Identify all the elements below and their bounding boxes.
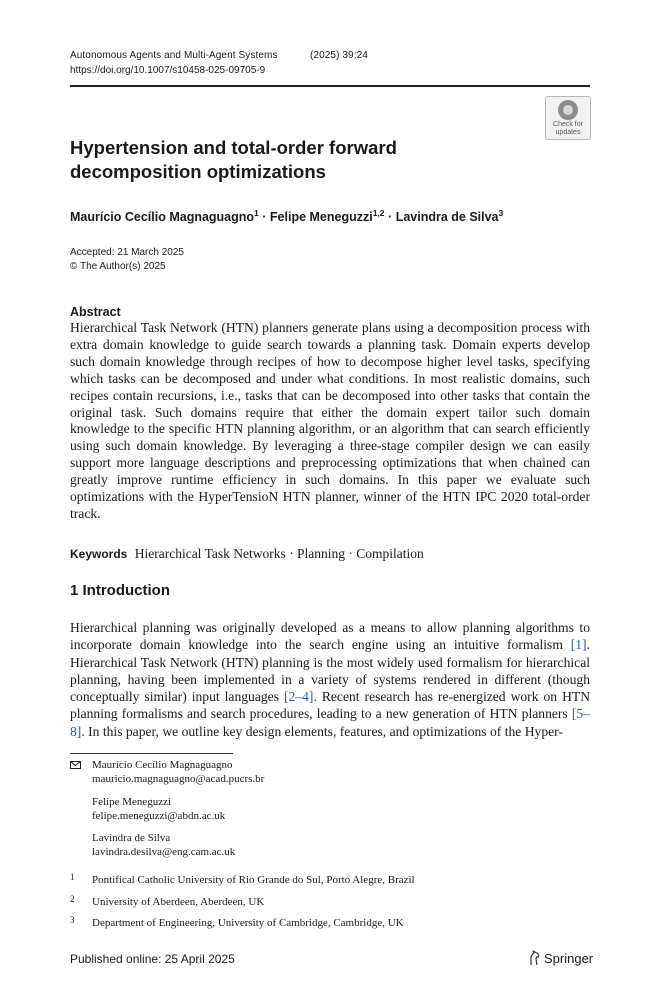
contact-email[interactable]: mauricio.magnaguagno@acad.pucrs.br — [92, 773, 265, 785]
affiliation-text: Department of Engineering, University of Cambridge, Cambridge, UK — [92, 917, 404, 929]
intro-text: . Recent research has re-energized work on HTN planning formalisms and search procedures, leading to a new generation of HTN planners — [70, 689, 591, 722]
affiliation-text: University of Aberdeen, Aberdeen, UK — [92, 896, 265, 908]
publisher-name: Springer — [544, 951, 594, 966]
footnote-divider — [70, 753, 233, 754]
affiliation-text: Pontifical Catholic University of Rio Grande do Sul, Porto Alegre, Brazil — [92, 874, 415, 886]
contact-email[interactable]: felipe.meneguzzi@abdn.ac.uk — [92, 810, 226, 822]
badge-line-2: updates — [555, 129, 581, 136]
update-seal-icon — [558, 100, 578, 120]
keywords-list: Hierarchical Task Networks · Planning · Compilation — [134, 546, 424, 561]
paper-title: Hypertension and total-order forward decomposition optimizations — [70, 137, 397, 182]
author-name: Lavindra de Silva — [395, 210, 499, 224]
contact-name: Maurício Cecílio Magnaguagno — [92, 759, 233, 771]
published-online: Published online: 25 April 2025 — [70, 952, 235, 966]
author-list — [70, 204, 503, 226]
abstract-body: Hierarchical Task Network (HTN) planners generate plans using a decomposition process with extra domain knowledge to guide search towards a planning task. Domain experts develop such domain knowledge through recipes of how to decompose higher level tasks, specifying which tasks can be decomposed and under what conditions. In most realistic domains, such recipes contain recursions, i.e., tasks that can be decomposed into other tasks that contain the original task. Such domains require that either the domain expert tailor such domain knowledge to the specific HTN planning algorithm, or an algorithm that can search efficiently using such domain knowledge. By leveraging a three-stage compiler design we can easily support more language descriptions and preprocessing optimizations that when chained can greatly improve runtime efficiency in such domains. In this paper we evaluate such optimizations with the HyperTensioN HTN planner, winner of the HTN IPC 2020 total-order track. — [70, 320, 590, 521]
intro-text: . In this paper, we outline key design elements, features, and optimizations of the Hyper- — [81, 723, 563, 739]
journal-name: Autonomous Agents and Multi-Agent Systems — [70, 50, 278, 61]
envelope-icon — [70, 761, 81, 769]
citation-link[interactable]: [5–8] — [70, 706, 590, 739]
author-separator: · — [262, 210, 267, 224]
journal-line — [70, 49, 368, 63]
doi-link[interactable]: https://doi.org/10.1007/s10458-025-09705-9 — [70, 65, 266, 76]
affiliation-number: 3 — [70, 915, 75, 925]
citation-link[interactable]: [2–4] — [283, 689, 314, 705]
intro-text: Hierarchical planning was originally developed as a means to allow planning algorithms to incorporate domain knowledge into the search engine using an intuitive formalism — [70, 620, 590, 653]
springer-horse-icon — [528, 950, 541, 966]
contact-name: Felipe Meneguzzi — [92, 796, 172, 808]
check-for-updates-badge[interactable] — [545, 96, 591, 140]
affiliation-number: 1 — [70, 872, 75, 882]
author-name: Maurício Cecílio Magnaguagno — [70, 210, 255, 224]
author-affiliation-mark: 1,2 — [372, 208, 385, 218]
author-separator: · — [388, 210, 393, 224]
introduction-paragraph — [70, 619, 590, 740]
abstract-heading: Abstract — [70, 305, 121, 319]
intro-text: . Hierarchical Task Network (HTN) planning is the most widely used formalism for hierarchical planning, having been implemented in a variety of systems rendered in different (though conceptually similar) input languages — [70, 637, 590, 705]
publisher-logo — [528, 950, 593, 967]
author-name: Felipe Meneguzzi — [269, 210, 373, 224]
keywords-line — [70, 545, 424, 563]
section-heading-introduction: 1 Introduction — [70, 582, 170, 599]
copyright-notice: © The Author(s) 2025 — [70, 261, 166, 272]
keywords-heading: Keywords — [70, 547, 128, 561]
citation-link[interactable]: [1] — [570, 637, 587, 653]
contact-name: Lavindra de Silva — [92, 832, 171, 844]
journal-volume: (2025) 39:24 — [310, 50, 368, 61]
accepted-date: Accepted: 21 March 2025 — [70, 247, 184, 258]
header-divider — [70, 85, 590, 87]
author-affiliation-mark: 1 — [254, 208, 259, 218]
affiliation-number: 2 — [70, 894, 75, 904]
badge-line-1: Check for — [553, 121, 583, 128]
contact-email[interactable]: lavindra.desilva@eng.cam.ac.uk — [92, 846, 236, 858]
author-affiliation-mark: 3 — [498, 208, 504, 218]
